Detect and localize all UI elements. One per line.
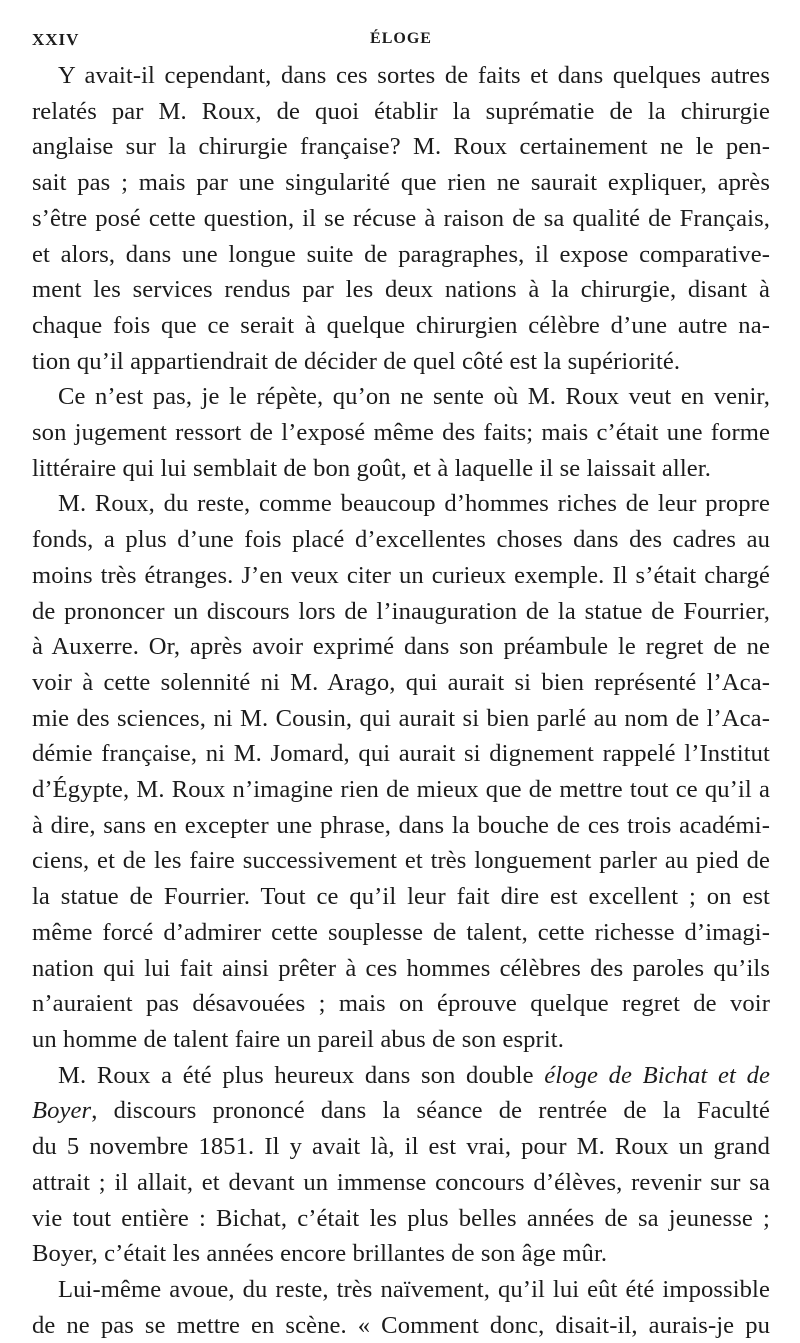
text-line: du 5 novembre 1851. Il y avait là, il est vrai, pour M. Roux un grand <box>32 1133 770 1161</box>
text-line: relatés par M. Roux, de quoi établir la suprématie de la chirurgie <box>32 97 770 125</box>
text-line: même forcé d’admirer cette souplesse de talent, cette richesse d’imagi- <box>32 918 770 946</box>
text-line <box>32 1058 770 1094</box>
italic-text: éloge de Bichat et de <box>544 1061 770 1089</box>
text-segment: M. Roux a été plus heureux dans son double <box>58 1061 545 1089</box>
body-text <box>32 58 770 1343</box>
text-segment: , discours prononcé dans la séance de rentrée de la Faculté <box>91 1097 770 1125</box>
page-number: XXIV <box>32 30 80 49</box>
text-line: Ce n’est pas, je le répète, qu’on ne sente où M. Roux veut en venir, <box>58 383 770 411</box>
text-line: tion qu’il appartiendrait de décider de quel côté est la supériorité. <box>32 347 681 375</box>
text-line: s’être posé cette question, il se récuse à raison de sa qualité de Français, <box>32 204 770 232</box>
text-line: et alors, dans une longue suite de paragraphes, il expose comparative- <box>32 240 770 268</box>
text-line: voir à cette solennité ni M. Arago, qui aurait si bien représenté l’Aca- <box>32 668 770 696</box>
text-line: démie française, ni M. Jomard, qui aurait si dignement rappelé l’Institut <box>32 740 770 768</box>
running-head <box>32 24 770 58</box>
text-line: anglaise sur la chirurgie française? M. Roux certainement ne le pen- <box>32 133 770 161</box>
text-line: littéraire qui lui semblait de bon goût, et à laquelle il se laissait aller. <box>32 454 711 482</box>
text-line: vie tout entière : Bichat, c’était les plus belles années de sa jeunesse ; <box>32 1204 770 1232</box>
text-line: de ne pas se mettre en scène. « Comment donc, disait-il, aurais-je pu <box>32 1311 770 1339</box>
text-line: mie des sciences, ni M. Cousin, qui aurait si bien parlé au nom de l’Aca- <box>32 704 770 732</box>
text-line: ciens, et de les faire successivement et très longuement parler au pied de <box>32 847 770 875</box>
text-line: Lui-même avoue, du reste, très naïvement, qu’il lui eût été impossible <box>58 1275 770 1303</box>
text-line: M. Roux, du reste, comme beaucoup d’hommes riches de leur propre <box>58 490 770 518</box>
text-line: moins très étranges. J’en veux citer un curieux exemple. Il s’était chargé <box>32 561 770 589</box>
text-line: un homme de talent faire un pareil abus de son esprit. <box>32 1025 564 1053</box>
text-line: nation qui lui fait ainsi prêter à ces hommes célèbres des paroles qu’ils <box>32 954 770 982</box>
text-line: ment les services rendus par les deux nations à la chirurgie, disant à <box>32 276 770 304</box>
text-line: Y avait-il cependant, dans ces sortes de faits et dans quelques autres <box>58 62 770 89</box>
text-line: attrait ; il allait, et devant un immense concours d’élèves, revenir sur sa <box>32 1168 770 1196</box>
text-line: son jugement ressort de l’exposé même des faits; mais c’était une forme <box>32 419 770 447</box>
text-line: sait pas ; mais par une singularité que rien ne saurait expliquer, après <box>32 169 770 197</box>
text-line: n’auraient pas désavouées ; mais on éprouve quelque regret de voir <box>32 990 770 1018</box>
text-line: chaque fois que ce serait à quelque chirurgien célèbre d’une autre na- <box>32 311 770 339</box>
text-line: fonds, a plus d’une fois placé d’excellentes choses dans des cadres au <box>32 526 770 554</box>
text-line: à dire, sans en excepter une phrase, dans la bouche de ces trois académi- <box>32 811 770 839</box>
text-line: d’Égypte, M. Roux n’imagine rien de mieux que de mettre tout ce qu’il a <box>32 776 770 804</box>
text-line: à Auxerre. Or, après avoir exprimé dans son préambule le regret de ne <box>32 633 770 661</box>
text-line: la statue de Fourrier. Tout ce qu’il leur fait dire est excellent ; on est <box>32 883 770 911</box>
text-line <box>32 1093 770 1129</box>
italic-text: Boyer <box>32 1097 92 1125</box>
text-line: Boyer, c’était les années encore brillantes de son âge mûr. <box>32 1240 608 1268</box>
running-title: ÉLOGE <box>370 30 432 47</box>
text-line: de prononcer un discours lors de l’inauguration de la statue de Fourrier, <box>32 597 770 625</box>
